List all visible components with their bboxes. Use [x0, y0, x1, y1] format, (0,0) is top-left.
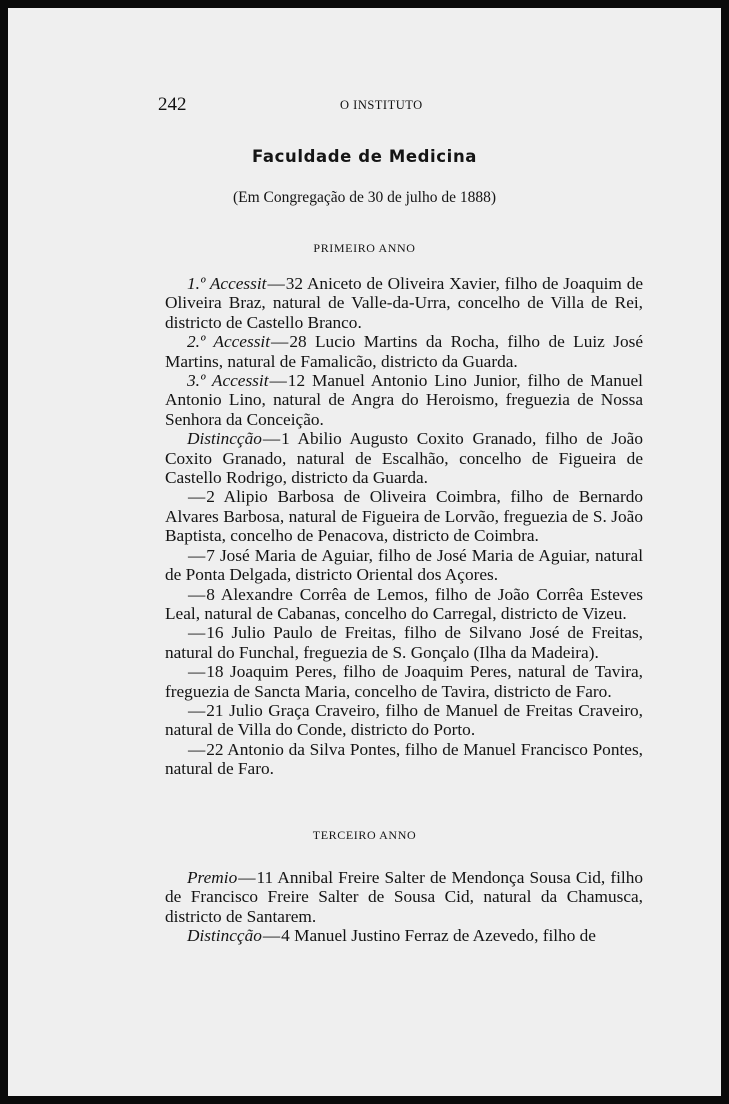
list-item: —16 Julio Paulo de Freitas, filho de Silvano José de Freitas, natural do Funchal, freguezia de S. Gonçalo (Ilha da Madeira). [165, 623, 643, 662]
entry-label: Premio [187, 868, 238, 887]
list-item: Distincção—1 Abilio Augusto Coxito Granado, filho de João Coxito Granado, natural de Escalhão, concelho de Figueira de Castello Rodrigo, districto da Guarda. [165, 429, 643, 488]
entry-text: Julio Graça Craveiro, filho de Manuel de Freitas Craveiro, natural de Villa do Conde, districto do Porto. [165, 700, 644, 740]
entry-text: Joaquim Peres, filho de Joaquim Peres, natural de Tavira, freguezia de Sancta Maria, concelho de Tavira, districto de Faro. [165, 662, 643, 701]
entry-number: 7 [206, 545, 215, 565]
list-item: —7 José Maria de Aguiar, filho de José Maria de Aguiar, natural de Ponta Delgada, districto Oriental dos Açores. [165, 545, 643, 585]
entry-number: 4 [281, 926, 290, 946]
entry-text: Julio Paulo de Freitas, filho de Silvano José de Freitas, natural do Funchal, freguezia de S. Gonçalo (Ilha da Madeira). [165, 623, 643, 662]
entry-label: Distincção [187, 429, 262, 449]
entry-label: 1.º Accessit [187, 274, 267, 293]
entry-number: 16 [206, 623, 224, 643]
entry-text: Alexandre Corrêa de Lemos, filho de João Corrêa Esteves Leal, natural de Cabanas, concelho do Carregal, districto de Vizeu. [165, 584, 643, 623]
page-number: 242 [158, 94, 187, 115]
entry-text: Abilio Augusto Coxito Granado, filho de João Coxito Granado, natural de Escalhão, concelho de Figueira de Castello Rodrigo, districto da Guarda. [165, 429, 643, 488]
entry-number: 18 [206, 662, 224, 682]
entry-number: 1 [281, 429, 290, 449]
entry-text: Manuel Antonio Lino Junior, filho de Manuel Antonio Lino, natural de Angra do Heroismo, freguezia de Nossa Senhora da Conceição. [165, 371, 643, 429]
entry-number: 22 [206, 739, 224, 759]
entry-number: 32 [285, 274, 304, 293]
entry-number: 28 [289, 332, 307, 352]
entry-label: 3.º Accessit [187, 371, 269, 391]
entry-text: Lucio Martins da Rocha, filho de Luiz José Martins, natural de Famalicão, districto da Guarda. [165, 332, 644, 371]
page-header [8, 94, 721, 118]
entry-text: Annibal Freire Salter de Mendonça Sousa Cid, filho de Francisco Freire Salter de Sousa Cid, natural da Chamusca, districto de Santarem. [165, 868, 643, 926]
entry-number: 8 [206, 584, 215, 604]
book-page [8, 8, 721, 1096]
primeiro-anno-heading: PRIMEIRO ANNO [313, 241, 416, 255]
list-item: 3.º Accessit—12 Manuel Antonio Lino Junior, filho de Manuel Antonio Lino, natural de Angra do Heroismo, freguezia de Nossa Senhora da Conceição. [165, 371, 643, 429]
list-item: 2.º Accessit—28 Lucio Martins da Rocha, filho de Luiz José Martins, natural de Famalicão, districto da Guarda. [165, 332, 644, 371]
list-item: —18 Joaquim Peres, filho de Joaquim Peres, natural de Tavira, freguezia de Sancta Maria, concelho de Tavira, districto de Faro. [165, 662, 643, 701]
entry-text: José Maria de Aguiar, filho de José Maria de Aguiar, natural de Ponta Delgada, districto Oriental dos Açores. [165, 545, 643, 585]
entry-text: Aniceto de Oliveira Xavier, filho de Joaquim de Oliveira Braz, natural de Valle-da-Urra, concelho de Villa de Rei, districto de Castello Branco. [165, 274, 644, 332]
list-item: —8 Alexandre Corrêa de Lemos, filho de João Corrêa Esteves Leal, natural de Cabanas, concelho do Carregal, districto de Vizeu. [165, 584, 643, 623]
entry-label: Distincção [187, 926, 262, 946]
list-item: —2 Alipio Barbosa de Oliveira Coimbra, filho de Bernardo Alvares Barbosa, natural de Figueira de Lorvão, freguezia de S. João Baptista, concelho de Penacova, districto de Coimbra. [165, 487, 643, 546]
running-title: O INSTITUTO [340, 98, 423, 112]
terceiro-anno-list [165, 868, 643, 946]
terceiro-anno-heading: TERCEIRO ANNO [312, 828, 417, 842]
entry-text: Antonio da Silva Pontes, filho de Manuel Francisco Pontes, natural de Faro. [165, 739, 643, 779]
list-item: Premio—11 Annibal Freire Salter de Mendonça Sousa Cid, filho de Francisco Freire Salter de Sousa Cid, natural da Chamusca, districto de Santarem. [165, 868, 643, 926]
list-item: Distincção—4 Manuel Justino Ferraz de Azevedo, filho de [187, 926, 596, 946]
entry-number: 11 [256, 868, 274, 887]
entry-number: 12 [287, 371, 306, 391]
section-title: Faculdade de Medicina [251, 147, 478, 166]
entry-text: Manuel Justino Ferraz de Azevedo, filho de [294, 926, 596, 946]
section-subtitle: (Em Congregação de 30 de julho de 1888) [233, 189, 496, 206]
list-item: —22 Antonio da Silva Pontes, filho de Manuel Francisco Pontes, natural de Faro. [165, 739, 643, 779]
primeiro-anno-list [165, 274, 643, 779]
entry-number: 21 [206, 700, 224, 720]
list-item: 1.º Accessit—32 Aniceto de Oliveira Xavier, filho de Joaquim de Oliveira Braz, natural de Valle-da-Urra, concelho de Villa de Rei, districto de Castello Branco. [165, 274, 644, 332]
entry-number: 2 [206, 487, 215, 507]
entry-label: 2.º Accessit [187, 332, 271, 352]
list-item: —21 Julio Graça Craveiro, filho de Manuel de Freitas Craveiro, natural de Villa do Conde, districto do Porto. [165, 700, 644, 740]
entry-text: Alipio Barbosa de Oliveira Coimbra, filho de Bernardo Alvares Barbosa, natural de Figueira de Lorvão, freguezia de S. João Baptista, concelho de Penacova, districto de Coimbra. [165, 487, 643, 546]
